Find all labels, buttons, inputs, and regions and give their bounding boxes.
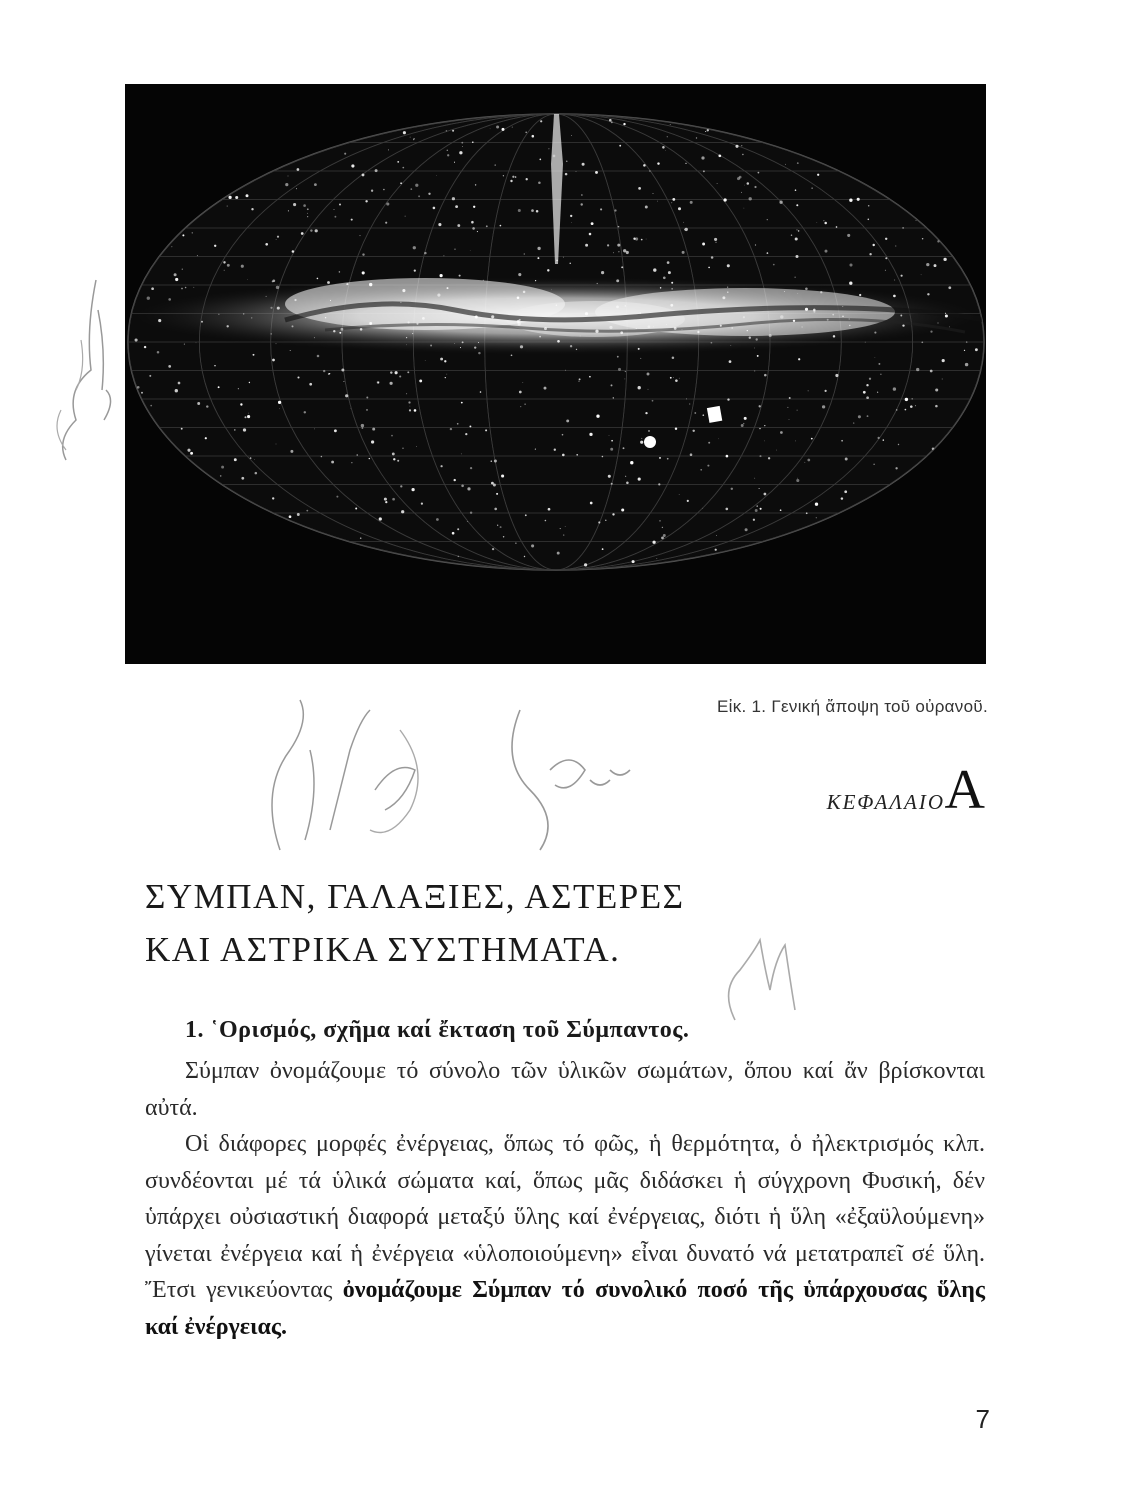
sky-photo	[125, 84, 986, 664]
title-line: ΣΥΜΠΑΝ, ΓΑΛΑΞΙΕΣ, ΑΣΤΕΡΕΣ	[145, 877, 685, 916]
page-number: 7	[975, 1404, 990, 1434]
chapter-label: ΚΕΦΑΛΑΙΟ	[826, 790, 945, 814]
figure-caption: Εἰκ. 1. Γενική ἄποψη τοῦ οὐρανοῦ.	[716, 697, 988, 716]
galaxy-photo-icon	[125, 84, 986, 664]
handwritten-signature	[490, 700, 640, 860]
paragraph-text: Οἱ διάφορες μορφές ἐνέργειας, ὅπως τό φῶς, ἡ θερμότητα, ὁ ἠλεκτρισμός κλπ. συνδέονται μέ τά ὑλικά σώματα καί, ὅπως μᾶς διδάσκει ἡ σύγχρονη Φυσική, δέν ὑπάρχει οὐσιαστική διαφορά μεταξύ ὕλης καί ἐνέργειας, διότι ἡ ὕλη «ἐξαϋλούμενη» γίνεται ἐνέργεια καί ἡ ἐνέργεια «ὑλοποιούμενη» εἶναι δυνατό νά μετατραπεῖ σέ ὕλη. Ἔτσι γενικεύοντας	[145, 1131, 985, 1303]
chapter-title	[145, 870, 865, 976]
handwritten-signature	[36, 270, 126, 470]
section-title: ῾Ορισμός, σχῆμα καί ἔκταση τοῦ Σύμπαντος.	[210, 1017, 690, 1043]
chapter-letter: A	[944, 759, 985, 821]
handwritten-signature	[250, 690, 470, 860]
title-line: ΚΑΙ ΑΣΤΡΙΚΑ ΣΥΣΤΗΜΑΤΑ.	[145, 930, 621, 969]
section-heading	[185, 1017, 689, 1044]
body-text	[145, 1053, 985, 1345]
paragraph	[145, 1126, 985, 1345]
section-number: 1.	[185, 1017, 204, 1043]
paragraph-emphasis: ὀνομάζουμε Σύμπαν τό συνολικό ποσό τῆς ὑπάρχουσας ὕλης καί ἐνέργειας.	[145, 1277, 985, 1340]
paragraph: Σύμπαν ὀνομάζουμε τό σύνολο τῶν ὑλικῶν σωμάτων, ὅπου καί ἄν βρίσκονται αὐτά.	[145, 1058, 985, 1121]
